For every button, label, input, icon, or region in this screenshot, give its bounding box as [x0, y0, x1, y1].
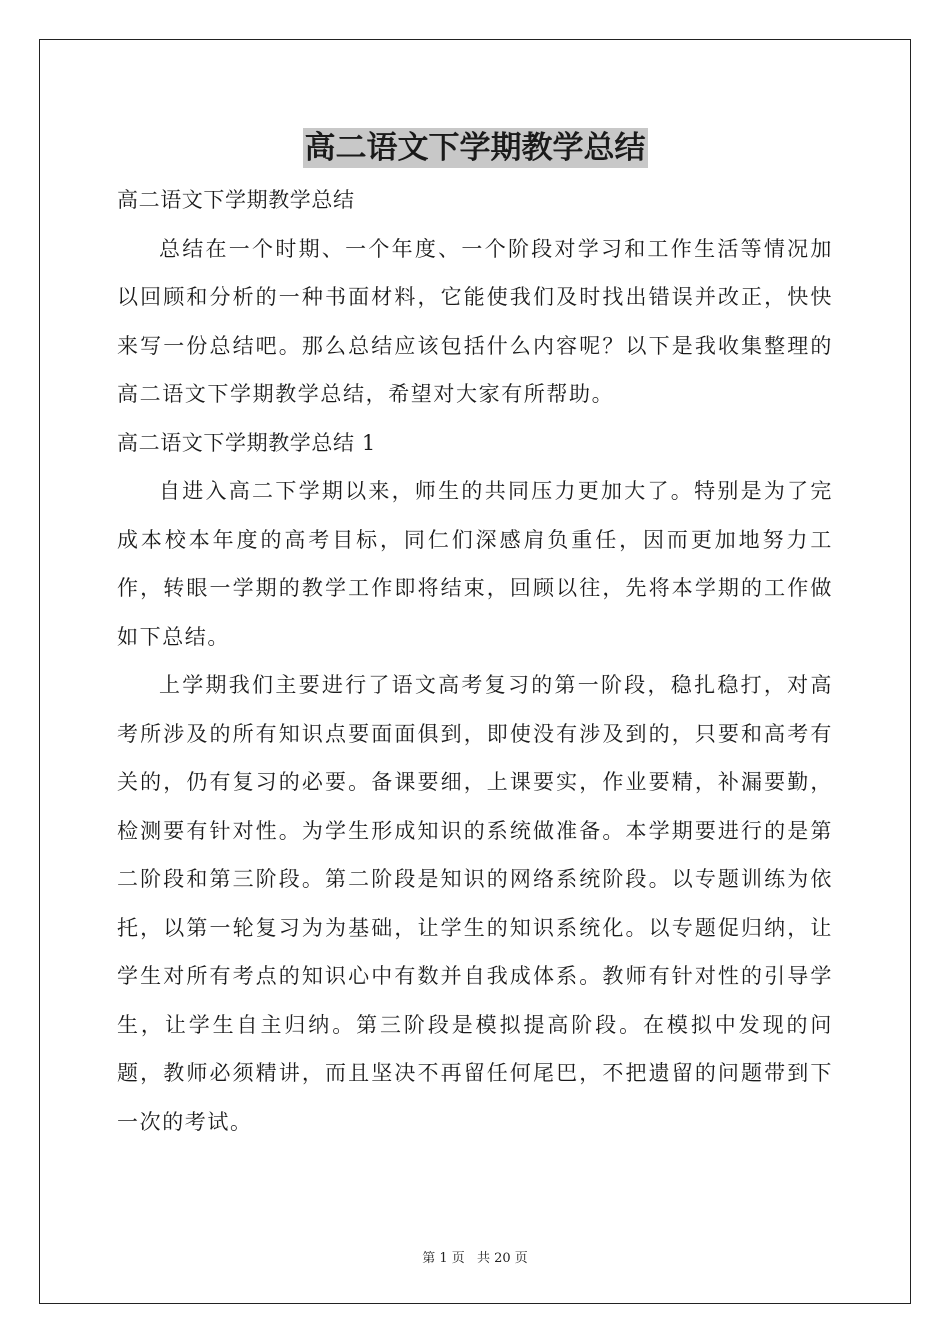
title-container: [0, 128, 950, 168]
intro-paragraph: 总结在一个时期、一个年度、一个阶段对学习和工作生活等情况加以回顾和分析的一种书面材料，它能使我们及时找出错误并改正，快快来写一份总结吧。那么总结应该包括什么内容呢？以下是我收集整理的高二语文下学期教学总结，希望对大家有所帮助。: [117, 236, 833, 406]
page-footer: [0, 1247, 950, 1266]
document-subtitle: 高二语文下学期教学总结: [117, 188, 355, 212]
body-paragraph-2: 上学期我们主要进行了语文高考复习的第一阶段，稳扎稳打，对高考所涉及的所有知识点要面面俱到，即使没有涉及到的，只要和高考有关的，仍有复习的必要。备课要细，上课要实，作业要精，补漏要勤，检测要有针对性。为学生形成知识的系统做准备。本学期要进行的是第二阶段和第三阶段。第二阶段是知识的网络系统阶段。以专题训练为依托，以第一轮复习为为基础，让学生的知识系统化。以专题促归纳，让学生对所有考点的知识心中有数并自我成体系。教师有针对性的引导学生，让学生自主归纳。第三阶段是模拟提高阶段。在模拟中发现的问题，教师必须精讲，而且坚决不再留任何尾巴，不把遗留的问题带到下一次的考试。: [117, 673, 833, 1134]
section-heading: 高二语文下学期教学总结 1: [117, 430, 376, 455]
document-body: [117, 176, 833, 1146]
document-title: 高二语文下学期教学总结: [304, 130, 646, 166]
page-total: 共 20 页: [476, 1251, 528, 1266]
page-number: 第 1 页: [422, 1251, 465, 1266]
body-paragraph-1: 自进入高二下学期以来，师生的共同压力更加大了。特别是为了完成本校本年度的高考目标，同仁们深感肩负重任，因而更加地努力工作，转眼一学期的教学工作即将结束，回顾以往，先将本学期的工作做如下总结。: [117, 479, 833, 649]
